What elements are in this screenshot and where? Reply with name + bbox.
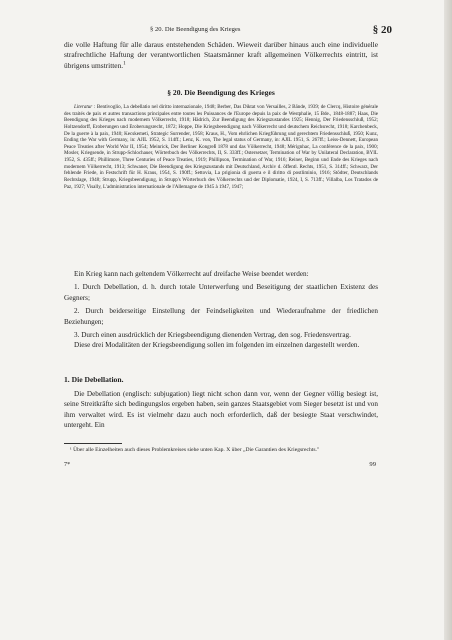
literature-paragraph	[64, 104, 378, 190]
intro-paragraph	[64, 40, 378, 71]
section-title: § 20. Die Beendigung des Krieges	[167, 88, 275, 97]
signature-mark: 7*	[64, 461, 71, 468]
list-item: 2. Durch beiderseitige Einstellung der Feindseligkeiten und Wiederaufnahme der friedlichen Beziehungen;	[64, 307, 378, 326]
subsection-heading: 1. Die Debellation.	[64, 375, 124, 384]
literature-label: Literatur :	[74, 104, 96, 110]
footnote-text: ¹ Über alle Einzelheiten auch dieses Problemkreises siehe unten Kap. X über „Die Garantien des Kriegsrechts."	[70, 447, 320, 453]
intro-line: Ein Krieg kann nach geltendem Völkerrecht auf dreifache Weise beendet werden:	[74, 270, 309, 278]
footnote-block	[64, 447, 378, 454]
list-item: 3. Durch einen ausdrücklich der Kriegsbeendigung dienenden Vertrag, den sog. Friedensvertrag.	[74, 331, 351, 340]
scan-edge-shadow	[444, 0, 452, 640]
footnote-divider	[64, 443, 122, 444]
intro-text: die volle Haftung für alle daraus entstehenden Schäden. Wieweit darüber hinaus auch eine individuelle strafrechtliche Haftung der verantwortlichen Staatsmänner kraft allgemeinen Völkerrechts eintritt, ist übrigens umstritten.	[64, 40, 378, 70]
main-text	[64, 269, 378, 351]
modalities-paragraph: Diese drei Modalitäten der Kriegsbeendigung sollen im folgenden im einzelnen dargestellt werden.	[74, 341, 360, 350]
running-title: § 20. Die Beendigung des Krieges	[150, 26, 241, 33]
debellation-text: Die Debellation (englisch: subjugation) liegt nicht schon dann vor, wenn der Gegner völlig besiegt ist, seine Streitkräfte sich bedingungslos ergeben haben, sein ganzes Staatsgebiet vom Sieger besetzt ist und von ihm verwaltet wird. Es ist vielmehr dazu auch noch erforderlich, daß der besiegte Staat verschwindet, untergeht. Ein	[64, 390, 378, 430]
footnote-reference: 1	[123, 60, 126, 67]
section-number: § 20	[372, 24, 392, 36]
page-number: 99	[369, 461, 376, 468]
running-header	[0, 24, 452, 40]
list-item: 1. Durch Debellation, d. h. durch totale Unterwerfung und Beseitigung der staatlichen Existenz des Gegners;	[64, 283, 378, 302]
literature-text: Bentivoglio, La debellatio nel diritto internazionale, 1948; Berber, Das Diktat von Versailles, 2 Bände, 1939; de Clercq, Histoire générale des traités de paix et autres transactions principales entre toutes les Puissances de l'Europe depuis la paix de Westphalie, 15 Bde., 1848-1887; Haas, Die Beendigung des Krieges nach modernem Völkerrecht, 1918; Hädrich, Zur Beendigung des Kriegszustandes 1925; Hennig, Der Friedensschluß, 1952; Holtzendorff, Eroberungen und Eroberungsrecht, 1872; Hoppe, Die Kriegsbeendigung nach Völkerrecht und deutschem Reichsrecht, 1918; Karchenbeck, De la guerre à la paix, 1940; Kecskemeti, Strategic Surrender, 1958; Kraus, H., Vom ehrlichen Kriegführung und gerechtem Friedensschluß, 1950; Kunz, Ending the War with Germany, in: AJIL 1952, S. 114ff.; Lenz, K. von, The legal status of Germany, in: AJIL 1951, S. 267ff.; Leiss-Dennett, European Peace Treaties after World War II, 1954; Meinrick, Der Berliner Kongreß 1878 und das Völkerrecht, 1948; Mérignhac, La conférence de la paix, 1900; Mosler, Kriegsende, in Strupp-Schlochauer, Wörterbuch des Völkerrechts, II, S. 333ff.; Ostersetzer, Termination of War by Unilateral Declaration, BYIL 1952, S. 435ff.; Phillimore, Three Centuries of Peace Treaties, 1919; Phillipson, Termination of War, 1916; Reiner, Beginn und Ende des Krieges nach modernem Völkerrecht, 1913; Schwaner, Die Beendigung des Kriegszustands mit Deutschland, Archiv d. öffentl. Rechts, 1951, S. 314ff.; Schwarz, Der fehlende Friede, in Festschrift für H. Kraus, 1954, S. 190ff.; Settovia, La prigionia di guerra e il diritto di postliminio, 1916; Stödter, Deutschlands Rechtslage, 1948; Strupp, Kriegsbeendigung, in Strupp's Wörterbuch des Völkerrechts und der Diplomatie, 1924, I, S. 713ff.; Villalba, Los Tratados de Paz, 1927; Visally, L'administration internationale de l'Allemagne de 1945 à 1947, 1947;	[64, 104, 378, 190]
debellation-paragraph	[64, 389, 378, 431]
